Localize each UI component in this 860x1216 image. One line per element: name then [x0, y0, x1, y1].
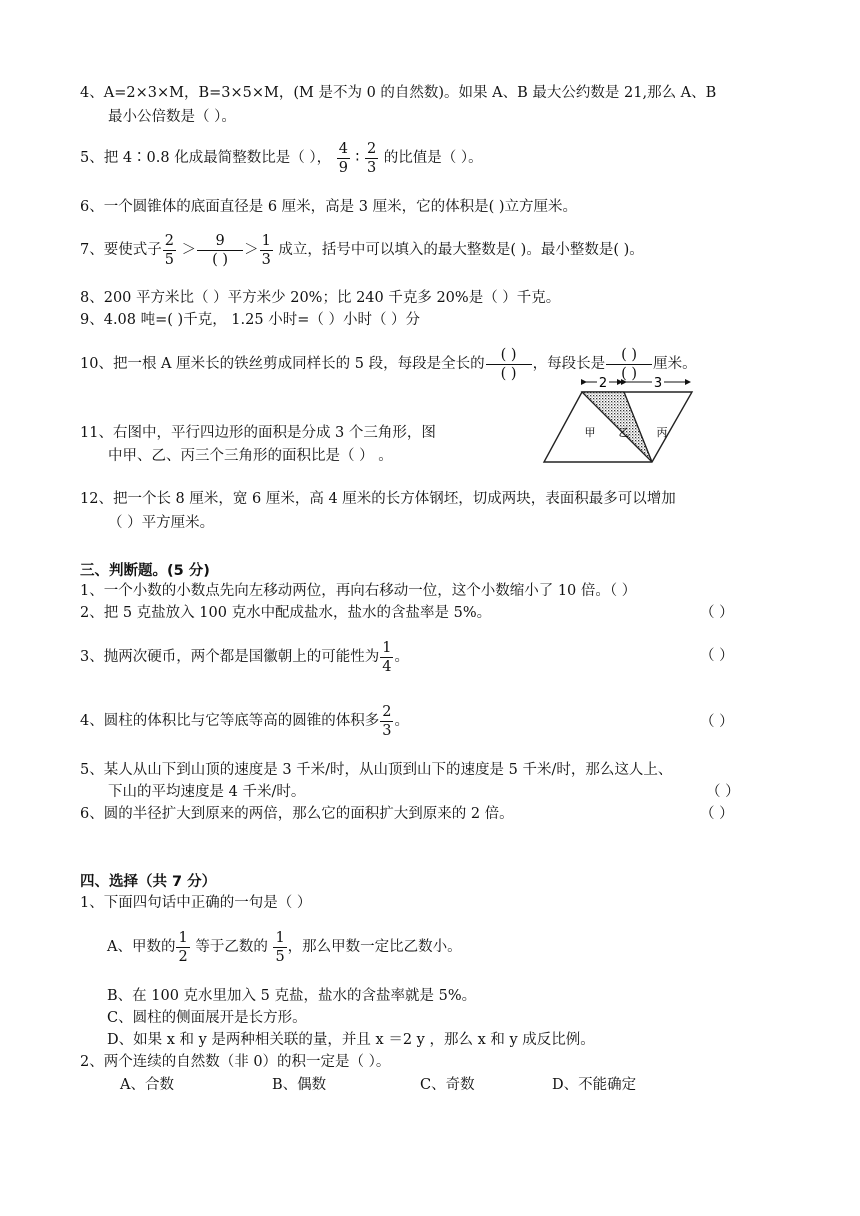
label-jia: 甲	[584, 426, 596, 439]
s3-item-1: 1、一个小数的小数点先向左移动两位，再向右移动一位，这个小数缩小了 10 倍。（ ）	[80, 583, 637, 599]
q9: 9、4.08 吨=( )千克， 1.25 小时=（ ）小时（ ）分	[80, 312, 421, 328]
s4-q2-option-a: A、合数	[120, 1077, 174, 1093]
s4-q2-option-c: C、奇数	[420, 1077, 475, 1093]
q7-text-b: 成立，括号中可以填入的最大整数是( )。最小整数是( )。	[278, 242, 644, 258]
q10-text-b: ，每段长是	[532, 356, 606, 372]
q6: 6、一个圆锥体的底面直径是 6 厘米，高是 3 厘米，它的体积是( )立方厘米。	[80, 199, 578, 215]
q7	[80, 230, 644, 270]
label-bing: 丙	[656, 426, 668, 439]
s3-item-2: 2、把 5 克盐放入 100 克水中配成盐水，盐水的含盐率是 5%。	[80, 605, 492, 621]
s3-item-3	[80, 637, 409, 677]
q5-fraction-1: $\frac{4}{9}$	[338, 140, 348, 176]
q12-line2: （ ）平方厘米。	[108, 515, 215, 531]
s3-item-5-line2: 下山的平均速度是 4 千米/时。	[108, 784, 306, 800]
q10-text-c: 厘米。	[653, 356, 697, 372]
q4-line1: 4、A=2×3×M，B=3×5×M，(M 是不为 0 的自然数)。如果 A、B 最大公约数是 21,那么 A、B	[80, 85, 717, 101]
q10-fraction-2: ( ) ( )	[607, 347, 651, 382]
q5-fraction-2: $\frac{2}{3}$	[366, 140, 377, 176]
s4-q1a-fraction-1: $\frac{1}{2}$	[178, 929, 188, 965]
top-label-2: 2	[598, 376, 608, 391]
s3-item-3-fraction: $\frac{1}{4}$	[382, 639, 392, 675]
s4-q1-option-d: D、如果 x 和 y 是两种相关联的量，并且 x ＝2 y ，那么 x 和 y 成反比例。	[107, 1032, 595, 1048]
s4-q1a-pre: A、甲数的	[107, 939, 176, 955]
s4-q1a-end: ，那么甲数一定比乙数小。	[287, 939, 462, 955]
q7-fraction-1: $\frac{2}{5}$	[164, 232, 174, 268]
q7-fraction-3: $\frac{1}{3}$	[261, 232, 271, 268]
s3-item-6-paren: （ ）	[700, 806, 734, 822]
section-3-title: 三、判断题。(5 分)	[80, 563, 210, 579]
s3-item-4-fraction: $\frac{2}{3}$	[382, 703, 392, 739]
s3-item-6: 6、圆的半径扩大到原来的两倍，那么它的面积扩大到原来的 2 倍。	[80, 806, 514, 822]
q10-fraction-1: ( ) ( )	[487, 347, 531, 382]
s3-item-3-paren: （ ）	[700, 648, 734, 664]
q5	[80, 140, 483, 176]
top-label-3: 3	[653, 376, 663, 391]
q8: 8、200 平方米比（ ）平方米少 20%；比 240 千克多 20%是（ ）千克。	[80, 290, 561, 306]
s3-item-4-paren: （ ）	[700, 714, 734, 730]
s4-q2-option-d: D、不能确定	[552, 1077, 637, 1093]
q5-text-b: 的比值是（ ）。	[383, 150, 483, 166]
s4-q1: 1、下面四句话中正确的一句是（ ）	[80, 895, 312, 911]
s4-q1-option-a	[107, 926, 462, 968]
q11-line1: 11、右图中，平行四边形的面积是分成 3 个三角形，图	[80, 425, 436, 441]
q7-fraction-2: 9 ( )	[198, 233, 242, 268]
s4-q1a-mid: 等于乙数的	[195, 939, 268, 955]
q7-gt-2: ＞	[244, 242, 259, 258]
q12-line1: 12、把一个长 8 厘米，宽 6 厘米，高 4 厘米的长方体钢坯，切成两块，表面积最多可以增加	[80, 491, 676, 507]
s4-q1a-fraction-2: $\frac{1}{5}$	[275, 929, 285, 965]
q4-line2: 最小公倍数是（ ）。	[108, 109, 236, 125]
label-yi: 乙	[618, 426, 630, 439]
q10-text-a: 10、把一根 A 厘米长的铁丝剪成同样长的 5 段，每段是全长的	[80, 356, 485, 372]
s4-q2-option-b: B、偶数	[272, 1077, 327, 1093]
s4-q2: 2、两个连续的自然数（非 0）的积一定是（ ）。	[80, 1054, 391, 1070]
s3-item-5-line1: 5、某人从山下到山顶的速度是 3 千米/时，从山顶到山下的速度是 5 千米/时，那么这人上、	[80, 762, 673, 778]
s3-item-3-end: 。	[394, 649, 409, 665]
s3-item-4	[80, 701, 409, 741]
q5-text-a: 5、把 4∶0.8 化成最简整数比是（ ），	[80, 150, 332, 166]
s3-item-5-paren: （ ）	[706, 784, 740, 800]
section-4-title: 四、选择（共 7 分）	[80, 874, 217, 890]
s3-item-3-text: 3、抛两次硬币，两个都是国徽朝上的可能性为	[80, 649, 380, 665]
s3-item-4-text: 4、圆柱的体积比与它等底等高的圆锥的体积多	[80, 713, 380, 729]
s4-q1-option-b: B、在 100 克水里加入 5 克盐，盐水的含盐率就是 5%。	[107, 988, 477, 1004]
parallelogram-figure	[536, 374, 700, 468]
s3-item-4-end: 。	[394, 713, 409, 729]
s4-q1-option-c: C、圆柱的侧面展开是长方形。	[107, 1010, 307, 1026]
q7-gt-1: ＞	[181, 242, 197, 258]
s3-item-2-paren: （ ）	[700, 605, 734, 621]
q11-line2: 中甲、乙、丙三个三角形的面积比是（ ） 。	[108, 448, 393, 464]
q5-colon: ∶	[355, 150, 360, 166]
q7-text-a: 7、要使式子	[80, 242, 162, 258]
